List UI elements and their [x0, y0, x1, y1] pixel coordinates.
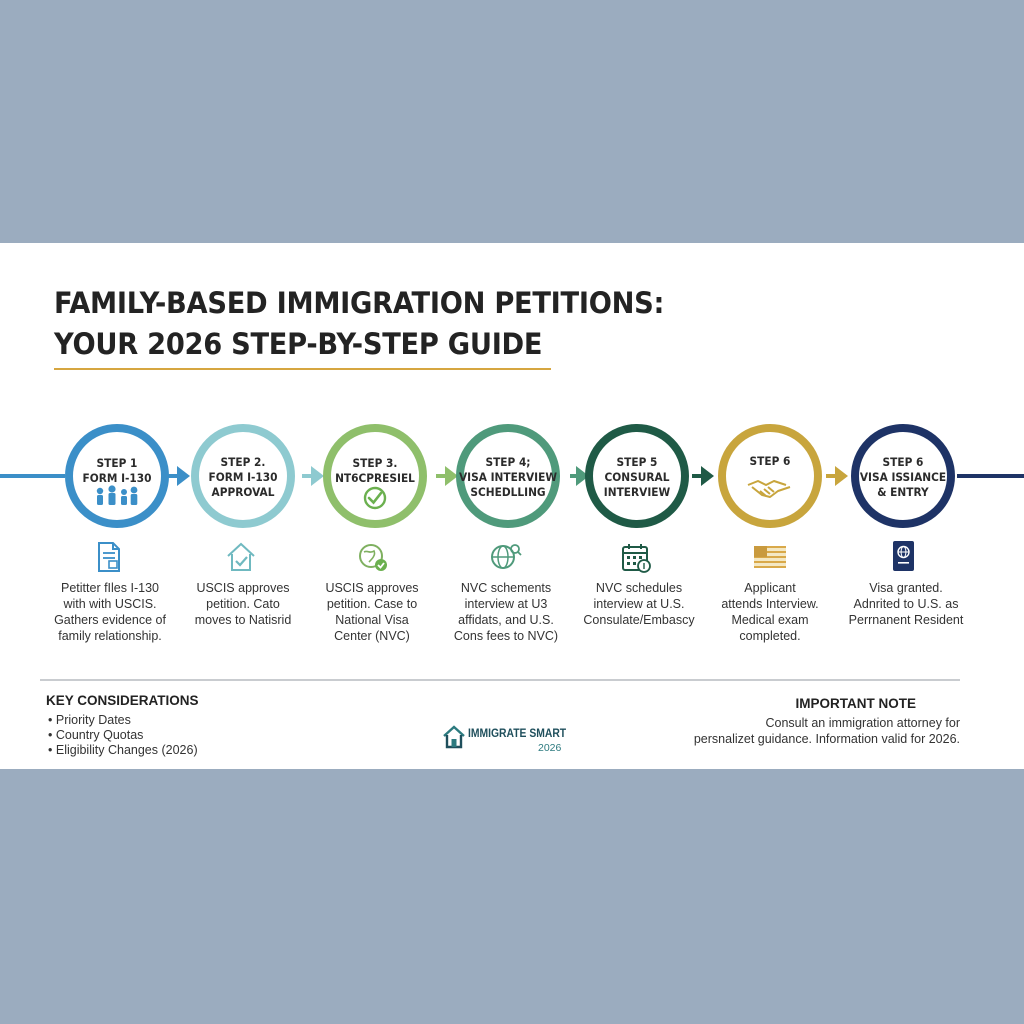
- flow-line-start: [0, 474, 65, 478]
- arrow-1: [177, 466, 190, 486]
- step-6-label: STEP 6: [749, 454, 791, 468]
- step-3-description: USCIS approves petition. Case to National Visa Center (NVC): [325, 581, 419, 643]
- passport-icon: [886, 539, 920, 573]
- step-1-label: STEP 1 FORM I-130: [82, 456, 152, 485]
- title-line-2: YOUR 2026 STEP-BY-STEP GUIDE: [54, 327, 543, 361]
- important-note-text: Consult an immigration attorney for persnalizet guidance. Information valid for 2026.: [693, 716, 960, 746]
- key-considerations-title: KEY CONSIDERATIONS: [46, 693, 199, 708]
- arrow-2: [311, 466, 324, 486]
- calendar-icon: [619, 541, 653, 575]
- page-title: [54, 283, 664, 365]
- step-4-label: STEP 4; VISA INTERVIEW SCHEDLLING: [458, 455, 558, 499]
- house-logo-icon: [442, 725, 466, 749]
- title-underline: [54, 368, 551, 370]
- step-1-description: Petitter fIles I-130 with with USCIS. Gathers evidence of family relationship.: [54, 581, 166, 643]
- list-item: • Country Quotas: [48, 728, 198, 743]
- us-flag-icon: [753, 541, 787, 575]
- house-check-icon: [224, 540, 258, 574]
- brand-logo: [442, 725, 582, 755]
- infographic-card: [0, 243, 1024, 769]
- key-considerations-list: [48, 713, 198, 758]
- step-3-label: STEP 3. NT6CPRESIEL: [335, 456, 415, 485]
- arrow-5: [701, 466, 714, 486]
- brand-name: IMMIGRATE SMART: [468, 728, 567, 740]
- brand-year: 2026: [538, 742, 562, 754]
- globe-check-icon: [357, 541, 391, 575]
- step-2-description: USCIS approves petition. Cato moves to Natisrid: [194, 581, 292, 627]
- arrow-6: [835, 466, 848, 486]
- step-5-label: STEP 5 CONSURAL INTERVIEW: [603, 455, 671, 499]
- step-5-description: NVC schedules interview at U.S. Consulate/Embascy: [583, 581, 695, 627]
- globe-search-icon: [489, 540, 523, 574]
- step-4-description: NVC schements interview at U3 affidats, and U.S. Cons fees to NVC): [453, 581, 559, 643]
- step-7-description: Visa granted. Adnrited to U.S. as Perrnanent Resident: [848, 581, 964, 627]
- list-item: • Priority Dates: [48, 713, 198, 728]
- step-6-circle: [722, 428, 818, 524]
- important-note-title: IMPORTANT NOTE: [795, 696, 916, 711]
- title-line-1: FAMILY-BASED IMMIGRATION PETITIONS:: [54, 286, 665, 320]
- step-7-label: STEP 6 VISA ISSIANCE & ENTRY: [859, 455, 947, 499]
- list-item: • Eligibility Changes (2026): [48, 743, 198, 758]
- step-2-label: STEP 2. FORM I-130 APPROVAL: [208, 455, 278, 499]
- section-divider: [40, 679, 960, 681]
- flow-line-end: [957, 474, 1024, 478]
- step-6-description: Applicant attends Interview. Medical exam completed.: [721, 581, 819, 643]
- document-icon: [92, 540, 126, 574]
